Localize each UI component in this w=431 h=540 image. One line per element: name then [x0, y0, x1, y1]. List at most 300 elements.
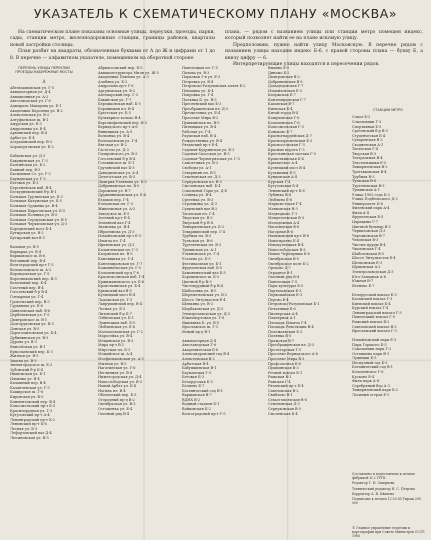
index-entry: Кузнецкий мост В-4 — [98, 293, 136, 298]
index-entry: Охотный ряд В-4 — [98, 411, 130, 416]
index-entry: Текстильщики Е-5 — [352, 160, 387, 165]
index-entry: Университет Б-6 — [352, 201, 383, 206]
index-entry: Хорошевское ш. Б-3 — [182, 275, 220, 280]
index-entry: Пушкинская пл. В-3 — [182, 120, 220, 125]
index-entry: Свободы ул. А-1 — [182, 166, 212, 171]
index-entry: Гончарная ул. Г-4 — [10, 294, 44, 299]
index-entry: Каланчевская пл. Г-3 — [98, 247, 138, 252]
index-entry: Бескудниковский б-р В-1 — [10, 190, 57, 195]
index-entry: Кировская ул. В-3 — [10, 395, 44, 399]
index-entry: Бакунинская ул. Г-3 — [10, 158, 48, 163]
index-entry: Лобненская ул. Б-1 — [98, 316, 134, 321]
index-entry: Севастопольская В-6 — [268, 397, 307, 402]
index-entry: Покровка ул. Г-4 — [182, 93, 214, 98]
index-entry: Измайловский парк Е-3 — [352, 338, 397, 343]
index-entry: Щепкина ул. В-3 — [182, 302, 213, 307]
index-entry: Тургеневская В-3 — [352, 183, 385, 188]
index-entry: Бакинская ул. Г-7 — [98, 97, 132, 102]
index-entry: Смоленская Б-4 — [268, 411, 298, 416]
index-entry: Мира пр-т В-2 — [98, 343, 125, 348]
index-entry: Улица Подбельского Д-2 — [352, 197, 398, 202]
index-entry: Пионерская А-4 — [268, 311, 298, 316]
index-entry: Ленинский пр-т Б-6 — [268, 188, 305, 193]
index-entry: Арбатская В-4 — [182, 361, 209, 366]
index-entry: Ульяновская ул. Г-4 — [182, 252, 220, 257]
document-title: УКАЗАТЕЛЬ К СХЕМАТИЧЕСКОМУ ПЛАНУ «МОСКВА» — [33, 6, 398, 21]
index-entry: ВДНХ В-2 — [182, 397, 201, 402]
index-entry: Банный пер. В-3 — [10, 167, 41, 172]
index-entry: Ветошный пер. В-4 — [10, 258, 46, 263]
index-entry: Ботанический сад В-1 — [182, 388, 223, 393]
index-entry: Маросейка ул. В-4 — [98, 334, 133, 339]
index-entry: Андроновка ул. Е-4 — [10, 126, 46, 131]
index-entry: Филевский парк А-4 — [352, 206, 390, 211]
index-entry: Большая Ордынка ул. В-4 — [10, 204, 58, 209]
index-entry: Кутузовская Б-4 — [268, 184, 299, 189]
index-entry: Орехово Д-7 — [268, 266, 291, 271]
index-entry: Римская Г-4 — [268, 379, 291, 384]
index-entry: Тверская ул. В-3 — [182, 216, 213, 221]
index-entry: Нижегородская ул. Д-4 — [98, 375, 142, 380]
index-entry: Семеновская Д-3 — [268, 402, 300, 407]
index-entry: Бауманская Г-3 — [182, 370, 212, 375]
index-entry: Шереметьевская ул. В-2 — [182, 293, 228, 298]
index-entry: Беляево Б-7 — [182, 384, 205, 389]
index-entry: Бережковская наб. Б-5 — [98, 102, 141, 107]
index-entry: Каланчевская ул. Г-3 — [10, 385, 50, 390]
index-entry: Ириновская ул. Д-3 — [98, 243, 135, 248]
index-entry: Кантемировская ул. Г-7 — [98, 261, 143, 266]
index-entry: Планерная А-1 — [268, 316, 296, 321]
index-entry: Садовая-Черногрязская ул. Г-3 — [182, 156, 240, 161]
index-entry: Сокол Б-2 — [352, 115, 371, 120]
index-entry: Октябрьская В-5 — [268, 256, 299, 261]
index-entry: Комсомольская Г-3 — [268, 125, 304, 130]
index-entry: Рижская В-2 — [268, 375, 292, 380]
index-entry: Измайловская Е-3 — [268, 88, 302, 93]
index-entry: Волгоградский пр-т Г-5 — [182, 411, 226, 416]
index-entry: Курский вокзал Г-4 — [352, 306, 389, 311]
index-entry: Смоленская наб. Б-4 — [182, 184, 221, 189]
index-entry: Адмирала Макарова ул. Б-1 — [10, 104, 62, 108]
index-entry: Солянка ул. В-4 — [182, 193, 212, 198]
index-entry: Войковская Б-2 — [182, 407, 211, 412]
index-entry: Калашный пер. В-4 — [10, 381, 46, 386]
index-entry: Зубовский б-р Б-4 — [10, 367, 43, 372]
index-entry: Пречистенка ул. Б-4 — [182, 111, 221, 116]
index-entry: Черкизовская Д-3 — [352, 229, 386, 234]
index-entry: Боровицкая пл. В-4 — [98, 106, 134, 111]
index-entry: Дубининская ул. В-5 — [10, 335, 49, 340]
index-entry: Абельмановская ул. Г-5 — [10, 85, 54, 90]
index-entry: Трубная пл. В-3 — [182, 234, 212, 239]
index-entry: Плющиха ул. Б-4 — [182, 88, 214, 93]
index-entry: Кутузовский пр-т А-4 — [10, 413, 50, 418]
intro-paragraph: Интерпретирующие улицы находятся в пересечении рядов. — [233, 62, 380, 68]
index-entry: Павелецкая Г-5 — [268, 279, 298, 284]
index-entry: Цветной бульвар В-3 — [352, 224, 391, 229]
index-entry: Бутырская ул. В-2 — [10, 231, 44, 236]
index-entry: Андропова пр-т Г-6 — [98, 84, 134, 89]
index-entry: Кожевническая ул. Г-5 — [98, 266, 141, 271]
index-entry: Якиманка Б. ул. В-5 — [182, 320, 220, 325]
index-entry: Зеленый пр-т Е-4 — [98, 216, 130, 221]
index-entry: Елоховская пл. Г-3 — [98, 202, 133, 207]
index-entry: Останкино парк В-1 — [352, 351, 390, 356]
index-entry: Рязанский пр-т Е-4 — [268, 384, 304, 389]
index-entry: Каширское ш. Г-6 — [10, 390, 44, 395]
index-entry: Соколиной Горы ул. Д-4 — [182, 188, 227, 193]
index-entry: Ивановская ул. Б-1 — [10, 372, 46, 377]
index-entry: Китай-город В-4 — [268, 111, 299, 116]
index-entry: Сретенский б-р В-3 — [352, 129, 388, 134]
index-entry: Дмитровская В-2 — [268, 75, 300, 80]
index-entry: Лесная ул. Б-3 — [98, 306, 126, 311]
section-letter: А — [42, 78, 46, 84]
index-entry: Чистопрудный б-р В-4 — [182, 284, 224, 289]
index-entry: Палиха ул. В-3 — [182, 70, 210, 75]
index-entry: Житная ул. В-5 — [10, 354, 39, 359]
index-entry: Тушинская А-1 — [352, 188, 380, 193]
index-entry: Ботанический сад В-1 — [352, 365, 393, 370]
index-entry: Ногина пл. В-4 — [98, 388, 126, 393]
index-entry: Большая Пироговская ул. Б-5 — [10, 208, 66, 213]
index-entry: Варшавская В-7 — [182, 393, 212, 398]
index-entry: Пресненский вал Б-3 — [182, 102, 222, 107]
index-entry: Головинское ш. Б-1 — [98, 161, 135, 166]
intro-text-right — [225, 30, 423, 68]
index-entry: Площадь Революции В-4 — [268, 325, 314, 330]
index-entry: Медведково Г-1 — [268, 211, 298, 216]
index-entry: Гурьянова ул. Е-6 — [10, 304, 43, 309]
index-entry: Электрозаводская ул. Д-3 — [182, 311, 230, 316]
publisher-credits — [352, 472, 426, 507]
index-entry: Полянка Б. ул. В-5 — [182, 97, 217, 102]
credit-line: Составлено и подготовлено к печати фабрикой № 2 ГУГК — [352, 472, 415, 481]
index-column-1 — [10, 66, 78, 536]
index-entry: Коломенская Г-6 — [268, 120, 300, 125]
index-entry: Беговая ул. Б-3 — [10, 181, 39, 186]
index-entry: Кузнецкий мост В-4 — [268, 166, 306, 171]
index-entry: Измайловский пр-т Е-3 — [98, 234, 142, 239]
index-entry: Валовая ул. В-5 — [10, 244, 39, 249]
index-entry: Тургеневская пл. В-3 — [182, 243, 222, 248]
index-entry: Садовая-Спасская ул. В-3 — [182, 152, 230, 157]
index-entry: Охотный ряд В-4 — [268, 275, 300, 280]
index-entry: Усачева ул. Б-5 — [182, 256, 211, 261]
index-entry: Парковая 1-я ул. Е-3 — [182, 75, 221, 80]
index-entry: Самотечная ул. В-3 — [182, 161, 219, 166]
index-entry: Алабяна ул. Б-2 — [98, 79, 128, 84]
index-entry: Беговая Б-3 — [182, 375, 204, 380]
index-entry: Фрунзенская Б-5 — [352, 215, 384, 220]
index-entry: Волхонка ул. В-4 — [98, 134, 130, 139]
index-entry: Лужнецкая наб. Б-5 — [98, 320, 136, 325]
index-entry: Белорусский вокзал Б-3 — [352, 292, 397, 297]
index-entry: Заводское ш. Е-5 — [98, 211, 130, 216]
index-entry: Астраханский пер. В-3 — [10, 140, 53, 145]
index-entry: Тверская В-3 — [352, 151, 377, 156]
index-entry: Люсиновская ул. В-5 — [10, 435, 49, 440]
credit-line: Редактор Г. И. Смирнова — [352, 481, 395, 486]
index-entry: Кржижановского ул. Б-6 — [98, 279, 145, 284]
index-entry: Ясный пр-д В-1 — [182, 329, 211, 334]
index-entry: Академика Павлова ул. А-3 — [98, 75, 149, 80]
index-entry: Щукинская А-2 — [352, 265, 381, 270]
index-entry: Проспект Мира В-3 — [268, 357, 305, 361]
index-entry: Дружинниковская ул. Б-4 — [98, 193, 147, 198]
index-entry: Таганская Г-4 — [352, 147, 378, 152]
index-entry: Новослободская В-3 — [268, 247, 306, 252]
index-entry: Армянский пер. В-4 — [10, 131, 47, 136]
index-entry: Театральная В-4 — [352, 156, 383, 161]
index-entry: Шоссе Энтузиастов Е-4 — [182, 297, 226, 302]
index-entry: Грохольский пер. В-3 — [10, 299, 50, 304]
index-entry: Цветной б-р В-3 — [182, 279, 212, 284]
index-entry: Академика Королева ул. В-2 — [10, 108, 63, 113]
index-entry: Студенческая Б-4 — [352, 133, 386, 138]
index-entry: Брестская ул. Б-3 — [98, 111, 131, 116]
index-entry: Волгоградский пр-т Г-5 — [10, 263, 54, 268]
index-entry: Ильича пл. Г-4 — [98, 238, 126, 243]
index-entry: Воротниковский пер. В-3 — [10, 276, 57, 281]
intro-paragraph: плана, — рядом с названием улицы или станции метро помещен индекс, который позволяет найти ее на плане искомую улицу. — [225, 30, 423, 42]
index-entry: Серпуховская В-5 — [268, 407, 301, 412]
index-entry: Спортивная Б-5 — [352, 124, 382, 129]
index-entry: Маяковская В-3 — [268, 206, 298, 211]
index-entry: Большая Калужская ул. Б-5 — [10, 199, 62, 204]
index-entry: Донская ул. В-5 — [10, 326, 40, 331]
index-entry: Аптекарский пер. Г-3 — [98, 93, 139, 98]
index-entry: Марксистская Г-4 — [268, 202, 302, 207]
index-entry: Неглинная ул. В-4 — [98, 370, 133, 375]
index-entry: Молодежная А-4 — [268, 220, 300, 225]
index-entry: Шоссе Энтузиастов Е-4 — [352, 256, 396, 261]
index-entry: Пятницкая ул. В-4 — [182, 125, 217, 130]
index-entry: Дмитрия Ульянова ул. Б-5 — [98, 179, 147, 184]
index-entry: Большая Черкизовская ул. Д-3 — [10, 222, 68, 227]
index-entry: Арбат ул. Б-4 — [10, 135, 35, 140]
index-entry: Менделеевская В-3 — [268, 216, 305, 221]
index-entry: Большая Полянка ул. В-5 — [10, 213, 58, 218]
index-entry: Хамовнический вал Б-5 — [182, 270, 226, 275]
index-entry: Пражская В-7 — [268, 338, 295, 343]
index-entry: Ярославское ш. Г-1 — [182, 325, 219, 330]
index-entry: Трубная В-3 — [352, 174, 375, 179]
index-entry: Долгоруковская ул. В-3 — [10, 322, 54, 327]
index-entry: Автозаводская Г-6 — [182, 343, 217, 348]
index-entry: Тимирязевский парк Б-2 — [352, 388, 398, 393]
index-entry: Тульская ул. В-6 — [182, 238, 213, 243]
index-entry: Краснопресненская Б-3 — [268, 138, 313, 143]
index-entry: Домодедовская Г-7 — [268, 84, 304, 89]
index-entry: Щелковская Е-3 — [352, 260, 383, 265]
index-entry: Волоколамское ш. А-2 — [10, 267, 52, 272]
column-heading: ПЕРЕЧЕНЬ УЛИЦЫ ПЕРЕУЛКИ ПРОЕЗДЫ НАБЕРЕЖНЫЕ МОСТЫ — [15, 66, 73, 75]
index-entry: Павелецкая пл. Г-5 — [182, 66, 218, 70]
index-entry: Юго-Западная А-6 — [352, 274, 386, 279]
index-entry: Крылатское А-4 — [268, 161, 298, 166]
index-entry: Фестивальная ул. Б-1 — [182, 261, 222, 266]
index-entry: Вспольный пер. Б-4 — [10, 281, 47, 286]
index-entry: Краснопрудная ул. Г-3 — [10, 408, 53, 413]
index-entry: Автозаводская ул. Г-6 — [10, 99, 51, 104]
index-entry: Большая Грузинская ул. Б-3 — [10, 194, 63, 199]
index-entry: Басманная Ст. ул. Г-3 — [10, 172, 51, 177]
index-entry: Можайское ш. А-4 — [98, 352, 133, 357]
index-entry: Давыдковская ул. А-4 — [98, 170, 139, 175]
index-entry: Сокольники Г-3 — [352, 119, 382, 124]
index-entry: Петровка ул. В-4 — [182, 79, 214, 84]
index-entry: Павелецкий вокзал Г-5 — [352, 315, 396, 320]
index-entry: Мосфильмовская ул. А-5 — [98, 357, 144, 361]
index-entry: Кропоткинская ул. Б-4 — [98, 284, 141, 289]
index-entry: Профсоюзная Б-6 — [268, 361, 301, 366]
index-entry: Полежаевская Б-3 — [268, 329, 303, 334]
index-entry: Ярославский вокзал Г-3 — [352, 329, 397, 334]
intro-paragraph: Предположим, нужно найти улицу Московскую. В перечне рядом с названием улицы находим индекс Б-6, с правой стороны плана — букву Б, а внизу цифру — 6. — [225, 42, 423, 61]
intro-paragraph: План разбит на квадраты, обозначенные буквами от А до Ж и цифрами от 1 до 8. В перечне — алфавитном указателе, помещенном на оборотной стороне — [10, 49, 215, 61]
index-entry: Гастелло ул. Д-3 — [98, 147, 129, 152]
index-entry: Калужская пл. В-5 — [98, 252, 133, 257]
index-entry: Первомайская Е-3 — [268, 293, 303, 298]
index-entry: Петровско-Разумовская аллея Б-2 — [182, 84, 246, 89]
index-entry: Свиблово В-1 — [268, 393, 293, 398]
index-entry: Гоголевский б-р В-4 — [10, 290, 48, 295]
index-entry: Большая Серпуховская ул. В-5 — [10, 217, 67, 222]
index-entry: Сретенка ул. В-3 — [182, 197, 214, 202]
index-entry: Казанский вокзал Г-3 — [352, 297, 393, 302]
index-entry: Проспект Мира В-2 — [182, 116, 219, 121]
index-entry: Чеховская В-3 — [352, 238, 379, 243]
index-entry: Комсомольский пр-т Б-5 — [10, 404, 56, 409]
index-entry: Аэропортовская ул. Б-2 — [10, 144, 54, 149]
index-entry: Тушинская ул. А-1 — [182, 247, 217, 252]
index-entry: Северянин пл. В-1 — [182, 170, 217, 175]
index-entry: Печатники Е-6 — [268, 306, 296, 311]
index-entry: Красные ворота Г-3 — [268, 147, 305, 152]
intro-text-left — [10, 30, 215, 62]
index-entry: Водный стадион Б-1 — [182, 402, 220, 407]
index-entry: Ездаков пер. Г-4 — [98, 197, 129, 202]
index-entry: Волочаевская ул. Г-4 — [98, 138, 138, 143]
index-entry: Динамо Б-2 — [268, 70, 290, 75]
index-entry: Новокузнецкая В-4 — [268, 243, 304, 248]
index-entry: Пушкинская В-3 — [268, 366, 299, 371]
index-entry: Гоголевский б-р В-4 — [98, 156, 136, 161]
index-entry: Академическая Б-6 — [182, 347, 219, 352]
index-entry: Алтуфьевское ш. В-1 — [10, 117, 49, 122]
index-entry: Преображенская пл. Д-3 — [182, 106, 229, 111]
index-column-3 — [182, 66, 250, 536]
index-entry: Новослободская ул. В-3 — [98, 379, 142, 384]
index-entry: Нагатинская ул. Г-6 — [98, 366, 136, 371]
index-entry: Красногвардейская Д-7 — [268, 134, 312, 139]
index-entry: Звенигородское ш. Б-3 — [10, 363, 53, 368]
index-entry: Делегатская ул. В-3 — [98, 175, 136, 180]
index-entry: Кусково Е-4 — [352, 374, 375, 379]
index-entry: Алексеевская ул. В-2 — [10, 113, 50, 118]
index-entry: Зацепа ул. В-5 — [10, 358, 37, 363]
index-entry: Преображенская пл. Д-3 — [268, 343, 315, 348]
index-entry: Амурская ул. Е-3 — [10, 122, 42, 127]
index-entry: Третьяковская В-4 — [352, 169, 387, 174]
index-entry: Ильинка ул. В-4 — [10, 376, 40, 381]
index-entry: Рязанский пр-т Е-4 — [182, 143, 218, 148]
index-entry: Тульская В-6 — [352, 179, 377, 184]
index-entry: Дорогомиловская ул. Б-4 — [10, 331, 57, 336]
index-entry: Октябрьское поле Б-2 — [268, 261, 309, 266]
index-entry: Литовский б-р Б-7 — [98, 311, 132, 316]
index-entry: Мещанская ул. В-3 — [98, 338, 134, 343]
index-entry: Аргуновская ул. В-2 — [98, 88, 136, 93]
index-entry: Абрикосовский пер. Б-5 — [98, 66, 143, 70]
index-entry: Александровский сад В-4 — [182, 352, 230, 357]
index-entry: Нагорная В-6 — [268, 229, 294, 234]
index-entry: Фили парк А-4 — [352, 379, 379, 384]
index-entry: Лужники Б-5 — [352, 356, 377, 361]
index-entry: Ермолаевский пер. Б-3 — [10, 349, 53, 354]
index-entry: Шаболовская В-5 — [352, 251, 385, 256]
index-entry: Улица 1905 года Б-3 — [352, 192, 390, 197]
index-entry: Добрынинская В-5 — [268, 79, 303, 84]
index-entry: Шаболовка ул. В-5 — [182, 288, 217, 293]
index-entry: Речной вокзал Б-1 — [268, 370, 303, 375]
index-entry: Кунцевская А-4 — [268, 175, 298, 180]
index-entry: Ленинградский вокзал Г-3 — [352, 310, 402, 315]
index-entry: Воронцовская ул. Г-5 — [10, 272, 50, 277]
index-entry: Площадь Ильича Г-4 — [268, 320, 307, 325]
index-entry: Электрозаводская Д-3 — [352, 270, 394, 274]
index-entry: Нахимовский пр-т В-6 — [268, 234, 309, 239]
index-entry: Ленинский пр-т Б-6 — [10, 422, 47, 427]
index-entry: Авиаконструктора Миля ул. Ж-5 — [98, 70, 159, 75]
index-entry: Оболенский пер. Б-5 — [98, 393, 137, 398]
index-entry: Кузьминки Е-5 — [268, 170, 296, 175]
index-entry: Лубянка В-4 — [268, 193, 291, 198]
index-entry: Каховская В-7 — [268, 102, 295, 107]
index-entry: Тимирязевская ул. Б-2 — [182, 225, 225, 230]
index-entry: Петровско-Разумовская Б-1 — [268, 302, 320, 307]
index-entry: Стромынка ул. Д-3 — [182, 202, 217, 207]
index-entry: Калужская Б-7 — [268, 93, 296, 98]
index-entry: Люблинская ул. Е-6 — [98, 325, 135, 330]
index-entry: Варсонофьевский пер. В-3 — [98, 120, 147, 125]
index-entry: Ладожская ул. Г-3 — [98, 297, 133, 302]
index-entry: Живописная ул. А-3 — [98, 206, 136, 211]
index-entry: Октябрьская ул. В-3 — [98, 402, 136, 407]
index-entry: Добрынинская пл. В-5 — [98, 184, 140, 189]
credit-line: Технический редактор Н. С. Петрова — [352, 486, 415, 491]
index-entry: Огородный пр-д В-2 — [98, 397, 135, 402]
index-entry: Ленинградский пр-т Б-2 — [10, 417, 56, 422]
index-entry: Чистые пруды В-4 — [352, 242, 386, 247]
index-entry: Новогиреево Е-4 — [268, 238, 299, 243]
index-entry: Авиамоторная ул. Д-4 — [10, 90, 51, 95]
index-entry: Краснохолмская наб. Г-4 — [98, 275, 145, 280]
index-entry: Рижский вокзал В-2 — [352, 320, 390, 325]
credit-line: Корректор А. В. Иванова — [352, 491, 395, 496]
index-entry: Полянка В-5 — [268, 334, 292, 339]
index-entry: Балтийская ул. Б-2 — [10, 163, 46, 168]
index-entry: Рождественка ул. В-4 — [182, 138, 223, 143]
copyright-mark: © Главное управление геодезии и картографии при Совете Министров СССР, 1985 — [352, 526, 426, 538]
index-entry: Климентовский пер. В-4 — [10, 399, 56, 404]
index-entry: Сущевский вал В-2 — [182, 206, 218, 211]
index-entry: Новый Арбат ул. Б-4 — [98, 384, 136, 389]
index-entry: Остоженка ул. Б-4 — [98, 407, 133, 412]
index-entry: Белорусская Б-3 — [182, 379, 213, 384]
